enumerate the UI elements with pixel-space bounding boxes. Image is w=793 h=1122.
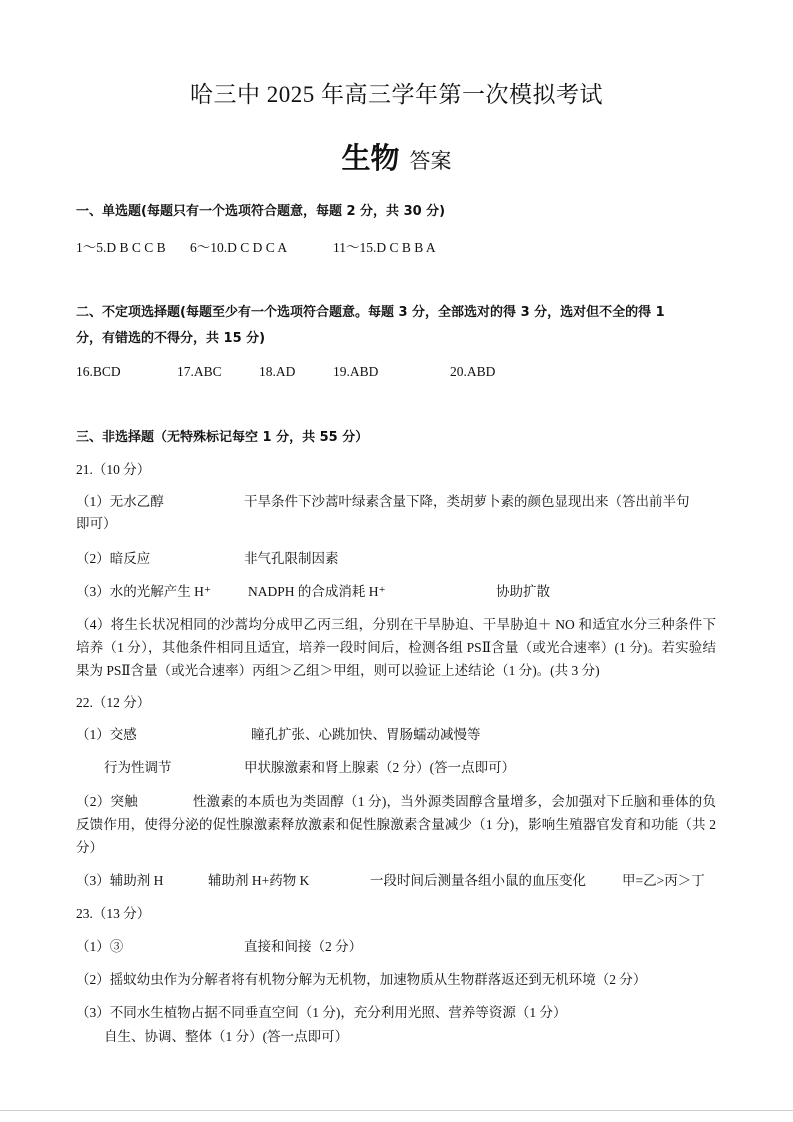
subject-heading: [0, 136, 793, 177]
section3-heading: 三、非选择题（无特殊标记每空 1 分，共 55 分）: [76, 430, 369, 445]
section2-heading-line1: 二、不定项选择题(每题至少有一个选项符合题意。每题 3 分，全部选对的得 3 分，选对但不全的得 1: [76, 305, 665, 320]
q21-3-a: （3）水的光解产生 H⁺: [76, 584, 211, 599]
q22-1-c: 行为性调节: [104, 760, 172, 775]
q21-4-experiment: （4）将生长状况相同的沙蒿均分成甲乙丙三组，分别在干旱胁迫、干旱胁迫＋ NO 和适宜水分三种条件下培养（1 分），其他条件相同且适宜，培养一段时间后，检测各组 PSⅡ含量（或光合速率）(1 分)。若实验结果为 PSⅡ含量（或光合速率）丙组＞乙组＞甲组，则可以验证上述结论（1 分)。(共 3 分): [76, 617, 716, 678]
q21-1-note: 即可）: [76, 516, 117, 531]
section1-answer-1: 1～5.D B C C B: [76, 240, 166, 255]
section2-answer-20: 20.ABD: [450, 364, 496, 379]
q21-2-factor: 非气孔限制因素: [244, 551, 339, 566]
q21-1-reason: 干旱条件下沙蒿叶绿素含量下降，类胡萝卜素的颜色显现出来（答出前半句: [244, 494, 690, 509]
q21-3-b: NADPH 的合成消耗 H⁺: [248, 584, 386, 599]
q22-1-b: 瞳孔扩张、心跳加快、胃肠蠕动减慢等: [251, 727, 481, 742]
section2-answer-18: 18.AD: [259, 364, 296, 379]
section2-heading-line2: 分，有错选的不得分，共 15 分): [76, 331, 266, 346]
q23-1-b: 直接和间接（2 分）: [244, 939, 363, 954]
section1-answer-3: 11～15.D C B B A: [333, 240, 436, 255]
section1-answer-2: 6～10.D C D C A: [190, 240, 288, 255]
section2-answer-19: 19.ABD: [333, 364, 379, 379]
q23-3-b: 自生、协调、整体（1 分）(答一点即可）: [104, 1029, 349, 1044]
answer-label: 答案: [409, 149, 452, 173]
section1-heading: 一、单选题(每题只有一个选项符合题意，每题 2 分，共 30 分): [76, 204, 446, 219]
section2-answer-17: 17.ABC: [177, 364, 222, 379]
q22-2-paragraph: （2）突触 性激素的本质也为类固醇（1 分)，当外源类固醇含量增多，会加强对下丘脑和垂体的负反馈作用，使得分泌的促性腺激素释放激素和促性腺激素含量减少（1 分)，影响生殖器官发育和功能（共 2 分）: [76, 794, 716, 855]
section2-answer-16: 16.BCD: [76, 364, 121, 379]
exam-title: 哈三中 2025 年高三学年第一次模拟考试: [190, 82, 603, 107]
q22-1-a: （1）交感: [76, 727, 137, 742]
q21-1-answer: （1）无水乙醇: [76, 494, 164, 509]
q23-2: （2）摇蚊幼虫作为分解者将有机物分解为无机物，加速物质从生物群落返还到无机环境（2 分）: [76, 972, 647, 987]
q22-3-d: 甲=乙>丙＞丁: [622, 873, 705, 888]
q22-3-b: 辅助剂 H+药物 K: [208, 873, 310, 888]
q22-label: 22.（12 分）: [76, 695, 151, 710]
q23-3-a: （3）不同水生植物占据不同垂直空间（1 分)，充分利用光照、营养等资源（1 分）: [76, 1005, 567, 1020]
page-bottom-divider: [0, 1110, 793, 1111]
q22-3-c: 一段时间后测量各组小鼠的血压变化: [370, 873, 586, 888]
subject-name: 生物: [341, 141, 400, 175]
q21-3-c: 协助扩散: [496, 584, 550, 599]
q21-2-answer: （2）暗反应: [76, 551, 151, 566]
q22-3-a: （3）辅助剂 H: [76, 873, 164, 888]
q22-1-d: 甲状腺激素和肾上腺素（2 分）(答一点即可）: [244, 760, 516, 775]
q21-label: 21.（10 分）: [76, 462, 151, 477]
q23-label: 23.（13 分）: [76, 906, 151, 921]
q23-1-a: （1）③: [76, 939, 124, 954]
